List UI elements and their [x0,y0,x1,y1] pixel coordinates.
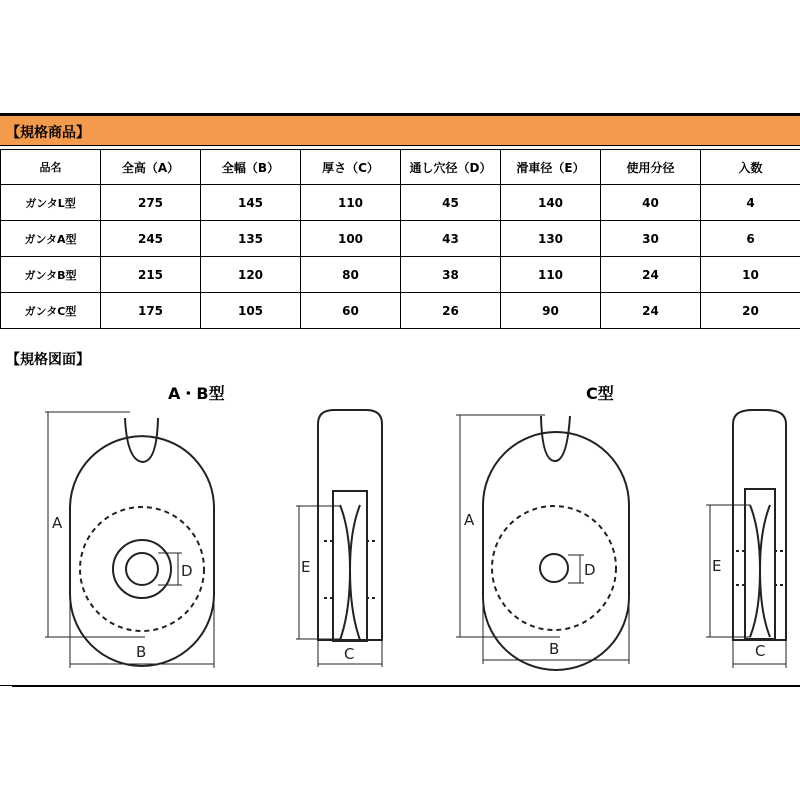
table-cell: ガンタL型 [1,185,101,221]
table-row [1,185,800,221]
table-cell: 105 [201,293,301,329]
table-cell: 30 [601,221,701,257]
column-header: 品名 [1,150,101,185]
table-cell: 100 [301,221,401,257]
c-body-outline [483,432,629,670]
table-cell: 43 [401,221,501,257]
ab-hub-outer [113,540,171,598]
ab-body-outline [70,436,214,666]
ab-rope-notch [125,418,158,462]
table-cell: 10 [701,257,800,293]
ab-dim-e-label: E [301,558,311,576]
table-cell: 110 [301,185,401,221]
table-cell: 24 [601,293,701,329]
table-cell: 135 [201,221,301,257]
table-cell: 140 [501,185,601,221]
c-dim-b-label: B [549,640,560,658]
drawing-section-title: 【規格図面】 [6,352,90,368]
c-side-body [733,410,786,640]
dimension-labels [52,511,765,663]
column-header: 厚さ（C） [301,150,401,185]
table-cell: 275 [101,185,201,221]
c-sheave-groove [750,505,770,637]
spec-drawing [0,380,800,680]
table-cell: 80 [301,257,401,293]
table-cell: 145 [201,185,301,221]
table-cell: 175 [101,293,201,329]
table-cell: 110 [501,257,601,293]
spec-section-title: 【規格商品】 [6,125,90,141]
ab-side-view [318,410,382,641]
ab-dim-b-label: B [136,643,147,661]
table-cell: 90 [501,293,601,329]
c-dim-c-label: C [755,642,766,660]
c-front-dimensions [456,415,629,664]
ab-sheave-groove [340,505,360,640]
table-cell: 4 [701,185,800,221]
table-cell: 215 [101,257,201,293]
table-cell: 38 [401,257,501,293]
ab-dim-a-label: A [52,514,63,532]
ab-side-dimensions [296,506,382,667]
table-cell: ガンタB型 [1,257,101,293]
table-row [1,293,800,329]
table-cell: 6 [701,221,800,257]
ab-front-view [70,418,214,666]
table-cell: ガンタA型 [1,221,101,257]
c-dim-e-label: E [712,557,722,575]
spec-table [0,149,800,329]
ab-dim-c-label: C [344,645,355,663]
c-front-view [483,416,629,670]
c-sheave-circle [492,506,616,630]
c-rope-notch [541,416,570,461]
column-header: 滑車径（E） [501,150,601,185]
ab-side-body [318,410,382,640]
column-header: 全高（A） [101,150,201,185]
ab-type-label: A・B型 [168,384,225,403]
table-row [1,257,800,293]
ab-dim-d-label: D [181,562,193,580]
drawing-bottom-border [12,686,800,687]
table-cell: 40 [601,185,701,221]
column-header: 全幅（B） [201,150,301,185]
table-row [1,221,800,257]
c-side-view [733,410,786,640]
table-cell: 245 [101,221,201,257]
table-cell: 26 [401,293,501,329]
c-dim-a-label: A [464,511,475,529]
table-header-row [1,150,800,185]
spec-section-header [0,116,800,146]
ab-hole [126,553,158,585]
table-cell: ガンタC型 [1,293,101,329]
table-cell: 24 [601,257,701,293]
column-header: 使用分径 [601,150,701,185]
table-cell: 120 [201,257,301,293]
c-dim-d-label: D [584,561,596,579]
c-type-label: C型 [586,384,614,403]
column-header: 通し穴径（D） [401,150,501,185]
table-cell: 20 [701,293,800,329]
column-header: 入数 [701,150,800,185]
table-cell: 45 [401,185,501,221]
table-cell: 60 [301,293,401,329]
c-hole [540,554,568,582]
table-cell: 130 [501,221,601,257]
